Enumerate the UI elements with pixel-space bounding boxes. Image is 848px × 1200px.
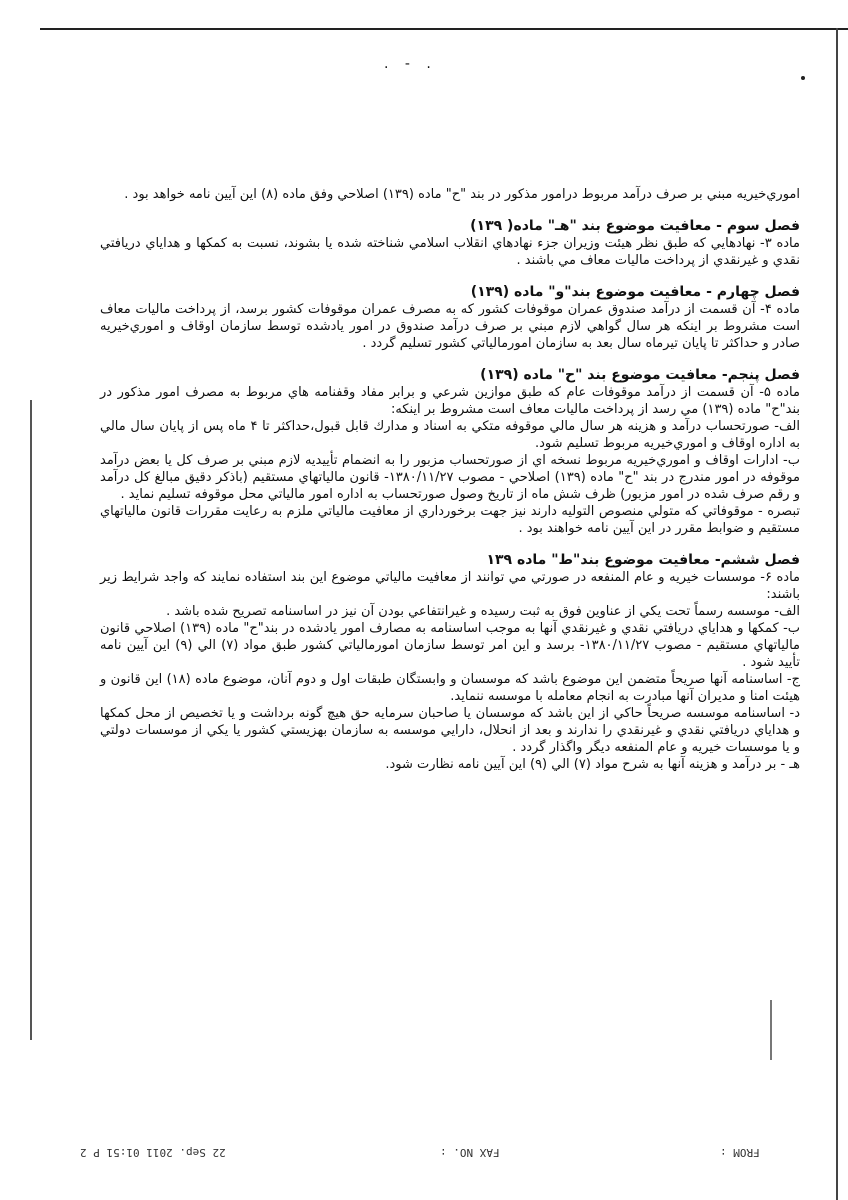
article-3: ماده ۳- نهادهايي كه طبق نظر هيئت وزيران جزء نهادهاي انقلاب اسلامي شناخته شده يا بشوند، نسبت به كمكها و هداياي دريافتي نقدي و غيرنقدي از پرداخت ماليات معاف مي باشند . bbox=[100, 236, 800, 268]
article-6-clause-dal: د- اساسنامه موسسه صريحاً حاكي از اين باشد كه موسسان يا صاحبان سرمايه حق هيچ گونه برداشت و يا تخصيص از محل كمكها و هداياي دريافتي نقدي و غيرنقدي را ندارند و بعد از انحلال، دارايي موسسه به سازمان بهزيستي كشور يا يكي از موسسات دولتي و يا موسسات خيريه و عام المنفعه ديگر واگذار گردد . bbox=[100, 706, 800, 755]
header-marks: . - . bbox=[384, 56, 437, 72]
scan-border-right bbox=[836, 28, 838, 1200]
scan-margin-line-right bbox=[770, 1000, 772, 1060]
fax-date: 22 Sep. 2011 01:51 P 2 bbox=[80, 1146, 226, 1159]
document-body bbox=[100, 186, 800, 773]
fax-footer bbox=[80, 1146, 780, 1162]
article-6-clause-jim: ج- اساسنامه آنها صريحاً متضمن اين موضوع باشد كه موسسان و وابستگان طبقات اول و دوم آنان، موضوع ماده (۱۸) اين قانون و هيئت امنا و مديران آنها مبادرت به انجام معامله با موسسه ننمايد. bbox=[100, 672, 800, 704]
scan-border-top bbox=[40, 28, 848, 30]
section-heading-5: فصل پنجم- معافيت موضوع بند "ح" ماده (۱۳۹) bbox=[480, 367, 800, 383]
article-5-clause-be: ب- ادارات اوقاف و اموري‌خيريه مربوط نسخه اي از صورتحساب مزبور را به انضمام تأييديه لازم مبني بر صرف كل يا بعض درآمد موقوفه در امور مندرج در بند "ح" ماده (۱۳۹) اصلاحي - مصوب ۱۳۸۰/۱۱/۲۷- قانون مالياتهاي مستقيم (باذكر دقيق مبالغ كل درآمد و رقم صرف شده در امور مزبور) ظرف شش ماه از تاريخ وصول صورتحساب به اداره امور مالياتي محل موقوفه تسليم نمايد . bbox=[100, 453, 800, 502]
article-5-clause-alef: الف- صورتحساب درآمد و هزينه هر سال مالي موقوفه متكي به اسناد و مدارك قابل قبول،حداكثر تا ۴ ماه پس از پايان سال مالي به اداره اوقاف و اموري‌خيريه مربوط تسليم شود. bbox=[100, 419, 800, 451]
scan-margin-line-left bbox=[30, 400, 32, 1040]
article-5: ماده ۵- آن قسمت از درآمد موقوفات عام كه طبق موازين شرعي و برابر مفاد وقفنامه هاي مربوط به مصرف امور مذكور در بند"ح" ماده (۱۳۹) مي رسد از پرداخت ماليات معاف است مشروط بر اينكه: bbox=[100, 385, 800, 417]
article-6-clause-alef: الف- موسسه رسماً تحت يكي از عناوين فوق به ثبت رسيده و غيرانتفاعي بودن آن نيز در اساسنامه تصريح شده باشد . bbox=[166, 604, 800, 619]
paragraph-intro: اموري‌خيريه مبني بر صرف درآمد مربوط درامور مذكور در بند "ح" ماده (۱۳۹) اصلاحي وفق ماده (۸) اين آيين نامه خواهد بود . bbox=[124, 187, 800, 202]
note-tabsare: تبصره - موقوفاتي كه متولي منصوص التوليه دارند نيز جهت برخورداري از معافيت مالياتي ملزم به رعايت مقررات قانون مالياتهاي مستقيم و ضوابط مقرر در اين آيين نامه خواهند بود . bbox=[100, 504, 800, 536]
scan-speck bbox=[801, 76, 805, 80]
section-heading-6: فصل ششم- معافيت موضوع بند"ط" ماده ۱۳۹ bbox=[486, 552, 800, 568]
article-6: ماده ۶- موسسات خيريه و عام المنفعه در صورتي مي توانند از معافيت مالياتي موضوع اين بند استفاده نمايند كه واجد شرايط زير باشند: bbox=[100, 570, 800, 602]
article-6-clause-be: ب- كمكها و هداياي دريافتي نقدي و غيرنقدي آنها به موجب اساسنامه به مصارف امور يادشده در بند"ح" ماده (۱۳۹) اصلاحي قانون مالياتهاي مستقيم - مصوب ۱۳۸۰/۱۱/۲۷- برسد و اين امر توسط سازمان امورمالياتي كشور طبق مواد (۷) الي (۹) اين آيين نامه تأييد شود . bbox=[100, 621, 801, 670]
article-4: ماده ۴- آن قسمت از درآمد صندوق عمران موقوفات كشور كه به مصرف عمران موقوفات كشور برسد، از پرداخت ماليات معاف است مشروط بر اينكه هر سال گواهي لازم مبني بر صرف درآمد صندوق در امور يادشده توسط سازمان اوقاف و اموري‌خيريه صادر و حداكثر تا پايان تيرماه سال بعد به سازمان امورمالياتي كشور تسليم گردد . bbox=[100, 302, 800, 351]
fax-number: FAX NO. : bbox=[440, 1146, 500, 1159]
fax-from: FROM : bbox=[720, 1146, 760, 1159]
section-heading-4: فصل چهارم - معافيت موضوع بند"و" ماده (۱۳۹) bbox=[470, 284, 800, 300]
section-heading-3: فصل سوم - معافيت موضوع بند "هـ" ماده( ۱۳۹) bbox=[470, 218, 800, 234]
article-6-clause-he: هـ - بر درآمد و هزينه آنها به شرح مواد (۷) الي (۹) اين آيين نامه نظارت شود. bbox=[385, 757, 800, 772]
